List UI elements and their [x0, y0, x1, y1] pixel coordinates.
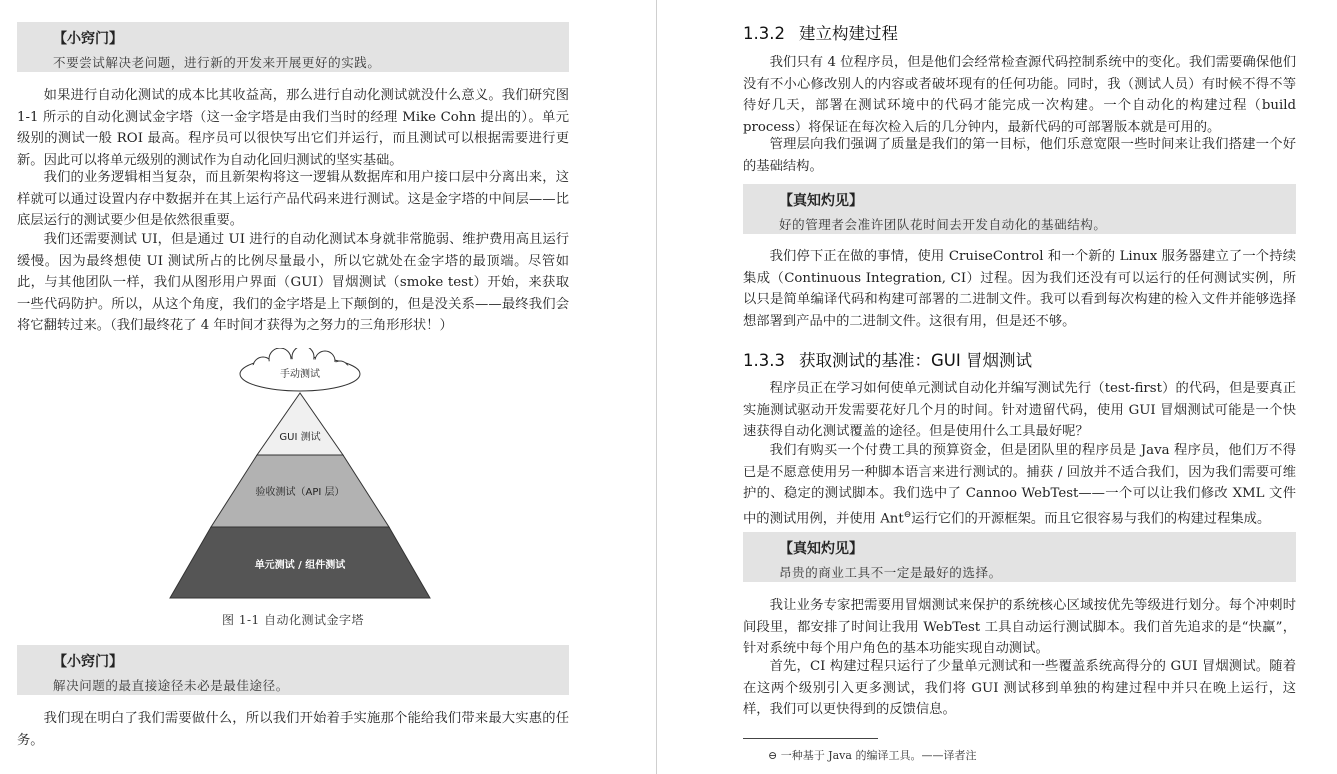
paragraph: 管理层向我们强调了质量是我们的第一目标，他们乐意宽限一些时间来让我们搭建一个好的基础结构。: [743, 137, 1296, 174]
pyramid-bottom-label: 单元测试 / 组件测试: [254, 560, 346, 571]
insight-box-title: 【真知灼见】: [779, 541, 863, 557]
paragraph: 我们的业务逻辑相当复杂，而且新架构将这一逻辑从数据库和用户接口层中分离出来，这样就可以通过设置内存中数据并在其上运行产品代码来进行测试。这是金字塔的中间层——比底层运行的测试要少但是依然很重要。: [17, 170, 569, 228]
pyramid-middle-label: 验收测试（API 层）: [255, 487, 345, 498]
paragraph: 我们还需要测试 UI，但是通过 UI 进行的自动化测试本身就非常脆弱、维护费用高且运行缓慢。因为最终想使 UI 测试所占的比例尽量最小，所以它就处在金字塔的最顶端。尽管如此，与其他团队一样，我们从图形用户界面（GUI）冒烟测试（smoke test）开始，来获取一些代码防护。所以，从这个角度，我们的金字塔是上下颠倒的，但是没关系——最终我们会将它翻转过来。（我们最终花了 4 年时间才获得为之努力的三角形形状！）: [17, 232, 569, 333]
insight-box-body: 昂贵的商业工具不一定是最好的选择。: [779, 565, 1002, 580]
tip-box-1: [17, 22, 569, 72]
section-number: 1.3.2: [743, 24, 785, 43]
tip-box-body: 不要尝试解决老问题，进行新的开发来开展更好的实践。: [53, 55, 381, 70]
tip-box-2: [17, 645, 569, 695]
footnote-divider: [743, 738, 878, 739]
pyramid-top-layer: [257, 393, 343, 455]
section-title: 建立构建过程: [798, 24, 898, 43]
footnote: ⊖ 一种基于 Java 的编译工具。——译者注: [768, 749, 977, 762]
paragraph: 首先，CI 构建过程只运行了少量单元测试和一些覆盖系统高得分的 GUI 冒烟测试。随着在这两个级别引入更多测试，我们将 GUI 测试移到单独的构建过程中并只在晚上运行，这样，我们可以更快得到的反馈信息。: [743, 659, 1296, 717]
paragraph: 我们停下正在做的事情，使用 CruiseControl 和一个新的 Linux 服务器建立了一个持续集成（Continuous Integration, CI）过程。因为我们还没有可以运行的任何测试实例，所以只是简单编译代码和构建可部署的二进制文件。我可以看到每次构建的检入文件并能够选择想部署到产品中的二进制文件。这很有用，但是还不够。: [743, 249, 1296, 329]
cloud-label: 手动测试: [280, 369, 320, 380]
paragraph: 我让业务专家把需要用冒烟测试来保护的系统核心区域按优先等级进行划分。每个冲刺时间段里，都安排了时间让我用 WebTest 工具自动运行测试脚本。我们首先追求的是“快赢”，针对系统中每个用户角色的基本功能实现自动测试。: [743, 598, 1296, 656]
test-pyramid-figure: [160, 348, 440, 604]
paragraph-text: 我们有购买一个付费工具的预算资金，但是团队里的程序员是 Java 程序员，他们万不得已是不愿意使用另一种脚本语言来进行测试的。捕获 / 回放并不适合我们，因为我们需要可维护的、稳定的测试脚本。我们选中了 Cannoo WebTest——一个可以让我们修改 XML 文件中的测试用例，并使用 Ant: [743, 443, 1296, 526]
paragraph-text: 运行它们的开源框架。而且它很容易与我们的构建过程集成。: [911, 510, 1271, 526]
paragraph: 如果进行自动化测试的成本比其收益高，那么进行自动化测试就没什么意义。我们研究图 1-1 所示的自动化测试金字塔（这一金字塔是由我们当时的经理 Mike Cohn 提出的）。单元级别的测试一般 ROI 最高。程序员可以很快写出它们并运行，而且测试可以根据需要进行更新。因此可以将单元级别的测试作为自动化回归测试的坚实基础。: [17, 88, 569, 168]
footnote-marker: ⊖: [903, 509, 912, 520]
insight-box-body: 好的管理者会准许团队花时间去开发自动化的基础结构。: [779, 217, 1107, 232]
page-gutter: [656, 0, 657, 774]
tip-box-title: 【小窍门】: [53, 654, 123, 670]
insight-box-2: [743, 532, 1296, 582]
section-heading-1-3-2: [743, 20, 898, 44]
manual-test-cloud: [240, 348, 360, 391]
insight-box-1: [743, 184, 1296, 234]
right-page: [658, 0, 1337, 774]
paragraph: 我们现在明白了我们需要做什么，所以我们开始着手实施那个能给我们带来最大实惠的任务。: [17, 711, 569, 748]
section-number: 1.3.3: [743, 351, 785, 370]
tip-box-title: 【小窍门】: [53, 31, 123, 47]
paragraph: 我们只有 4 位程序员，但是他们会经常检查源代码控制系统中的变化。我们需要确保他们没有不小心修改别人的内容或者破坏现有的任何功能。同时，我（测试人员）有时候不得不等待好几天，部署在测试环境中的代码才能完成一次构建。一个自动化的构建过程（build process）将保证在每次检入后的几分钟内，最新代码的可部署版本就是可用的。: [743, 55, 1296, 135]
left-page: [0, 0, 656, 774]
section-title: 获取测试的基准：GUI 冒烟测试: [798, 351, 1032, 370]
figure-caption: 图 1-1 自动化测试金字塔: [222, 613, 364, 627]
paragraph: 程序员正在学习如何使单元测试自动化并编写测试先行（test-first）的代码，但是要真正实施测试驱动开发需要花好几个月的时间。针对遗留代码，使用 GUI 冒烟测试可能是一个快速获得自动化测试覆盖的途径。但是使用什么工具最好呢？: [743, 381, 1296, 439]
paragraph: [743, 440, 1296, 529]
pyramid-top-label: GUI 测试: [279, 432, 321, 443]
insight-box-title: 【真知灼见】: [779, 193, 863, 209]
tip-box-body: 解决问题的最直接途径未必是最佳途径。: [53, 678, 289, 693]
section-heading-1-3-3: [743, 347, 1032, 371]
